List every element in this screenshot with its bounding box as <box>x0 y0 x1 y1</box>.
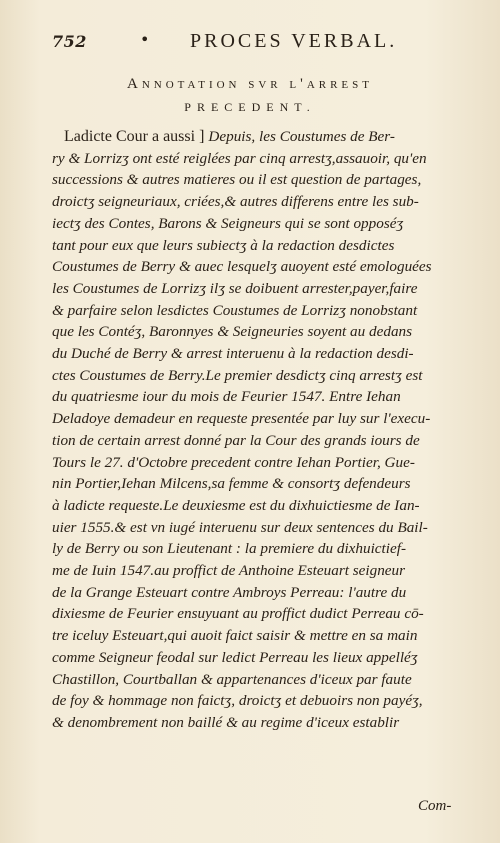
page-header <box>52 30 460 58</box>
line-text: du quatriesme iour du mois de Feurier 1547. Entre Iehan <box>52 388 401 406</box>
text-line <box>52 408 462 430</box>
text-line <box>52 473 462 495</box>
text-line <box>52 452 462 474</box>
line-text: tion de certain arrest donné par la Cour des grands iours de <box>52 431 420 449</box>
line-text: de foy & hommage non faictʒ, droictʒ et debuoirs non payéʒ, <box>52 692 423 710</box>
text-line <box>52 169 462 191</box>
text-line <box>52 256 462 278</box>
line-text: ry & Lorrizʒ ont esté reiglées par cinq arrestʒ,assauoir, qu'en <box>52 149 427 167</box>
text-line <box>52 603 462 625</box>
text-line <box>52 625 462 647</box>
line-text: ctes Coustumes de Berry.Le premier desdictʒ cinq arrestʒ est <box>52 366 423 384</box>
text-line <box>52 386 462 408</box>
line-text: uier 1555.& est vn iugé interuenu sur deux sentences du Bail- <box>52 518 428 536</box>
text-line <box>52 191 462 213</box>
header-ornament: • <box>140 30 150 49</box>
text-line <box>52 213 462 235</box>
line-text: Deladoye demadeur en requeste presentée par luy sur l'execu- <box>52 410 431 428</box>
line-text: dixiesme de Feurier ensuyuant au proffict dudict Perreau cō- <box>52 605 424 623</box>
line-text: iectʒ des Contes, Barons & Seigneurs qui se sont opposéʒ <box>52 214 404 232</box>
line-text: Tours le 27. d'Octobre precedent contre Iehan Portier, Gue- <box>52 453 415 471</box>
line-text: tre iceluy Esteuart,qui auoit faict saisir & mettre en sa main <box>52 627 418 645</box>
line-text: que les Contéʒ, Baronnyes & Seigneuries soyent au dedans <box>52 323 413 341</box>
text-line <box>52 495 462 517</box>
text-line <box>52 430 462 452</box>
lead-text: Ladicte Cour a aussi ] <box>52 128 209 145</box>
text-line <box>52 538 462 560</box>
line-text: & parfaire selon lesdictes Coustumes de Lorrizʒ nonobstant <box>52 301 418 319</box>
text-line <box>52 712 462 734</box>
line-text: les Coustumes de Lorrizʒ ilʒ se doibuent arrester,payer,faire <box>52 279 418 297</box>
line-text: Chastillon, Courtballan & appartenances d'iceux par faute <box>52 670 412 688</box>
catchword: Com- <box>418 798 452 814</box>
page-number: 752 <box>52 32 87 51</box>
line-text: droictʒ seigneuriaux, criées,& autres differens entre les sub- <box>52 193 419 211</box>
running-title: PROCES VERBAL. <box>190 30 398 52</box>
line-text: Coustumes de Berry & auec lesquelʒ auoyent esté emologuées <box>52 258 432 276</box>
line-text: & denombrement non baillé & au regime d'iceux establir <box>52 713 400 731</box>
text-line <box>52 300 462 322</box>
text-line <box>52 343 462 365</box>
text-line <box>52 582 462 604</box>
text-line <box>52 235 462 257</box>
text-line <box>52 365 462 387</box>
text-line <box>52 669 462 691</box>
line-text: du Duché de Berry & arrest interuenu à la redaction desdi- <box>52 345 414 363</box>
line-text: de la Grange Esteuart contre Ambroys Perreau: l'autre du <box>52 583 407 601</box>
text-line <box>52 560 462 582</box>
section-subtitle: PRECEDENT. <box>184 100 316 114</box>
line-text: à ladicte requeste.Le deuxiesme est du dixhuictiesme de Ian- <box>52 496 420 514</box>
text-line <box>52 278 462 300</box>
text-line <box>52 690 462 712</box>
line-text: me de Iuin 1547.au proffict de Anthoine Esteuart seigneur <box>52 562 406 580</box>
text-line <box>52 148 462 170</box>
text-line <box>52 321 462 343</box>
line-text: successions & autres matieres ou il est question de partages, <box>52 171 422 189</box>
text-line <box>52 517 462 539</box>
text-line <box>52 126 462 148</box>
body-text <box>52 126 462 734</box>
line-text: ly de Berry ou son Lieutenant : la premiere du dixhuictief- <box>52 540 407 558</box>
line-text: comme Seigneur feodal sur ledict Perreau les lieux appelléʒ <box>52 648 418 666</box>
line-text: tant pour eux que leurs subiectʒ à la redaction desdictes <box>52 236 395 254</box>
section-title: Annotation svr l'arrest <box>127 76 373 92</box>
line-text: nin Portier,Iehan Milcens,sa femme & consortʒ defendeurs <box>52 475 411 493</box>
text-line <box>52 647 462 669</box>
line-text: Depuis, les Coustumes de Ber- <box>208 128 395 145</box>
